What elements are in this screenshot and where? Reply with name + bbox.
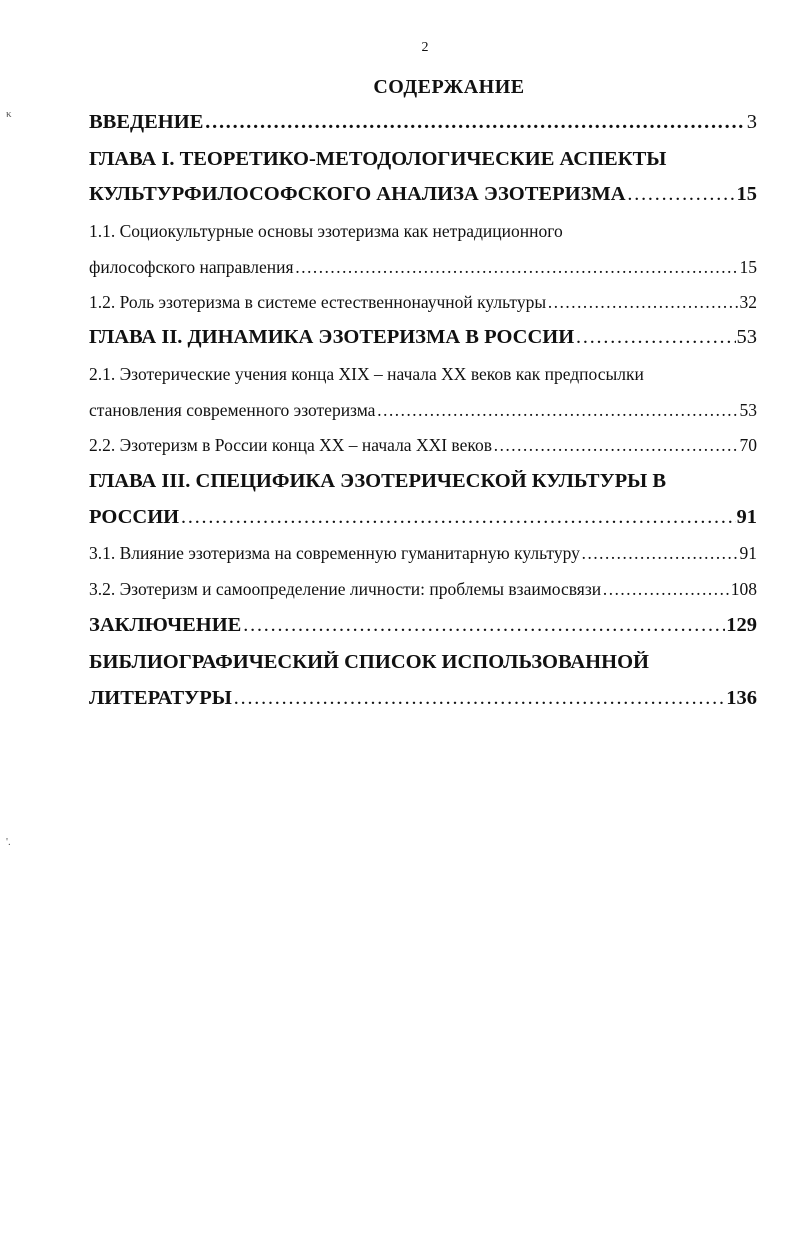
page-number: 2 xyxy=(421,40,429,55)
toc-entry-chapter-1-line-2[interactable] xyxy=(89,183,757,206)
dot-leader xyxy=(575,326,735,349)
toc-entry-text: 1.2. Роль эзотеризма в системе естественнонаучной культуры xyxy=(89,292,547,312)
toc-entry-text: ГЛАВА I. ТЕОРЕТИКО-МЕТОДОЛОГИЧЕСКИЕ АСПЕКТЫ xyxy=(89,148,667,170)
toc-entry-section-2-1-line-1[interactable] xyxy=(89,364,757,385)
toc-entry-text: ГЛАВА III. СПЕЦИФИКА ЭЗОТЕРИЧЕСКОЙ КУЛЬТУРЫ В xyxy=(89,470,667,492)
dot-leader xyxy=(204,111,745,134)
toc-entry-page: 15 xyxy=(736,183,757,205)
toc-entry-page: 53 xyxy=(736,326,757,348)
toc-entry-text: КУЛЬТУРФИЛОСОФСКОГО АНАЛИЗА ЭЗОТЕРИЗМА xyxy=(89,183,626,205)
toc-entry-introduction[interactable] xyxy=(89,111,757,134)
toc-entry-text: ЗАКЛЮЧЕНИЕ xyxy=(89,614,242,636)
toc-entry-text: 2.2. Эзотеризм в России конца XX – начала XXI веков xyxy=(89,435,492,455)
toc-entry-page: 15 xyxy=(739,257,757,277)
toc-entry-page: 129 xyxy=(726,614,757,636)
dot-leader xyxy=(627,183,736,206)
margin-mark-top: κ xyxy=(6,108,12,120)
toc-entry-text: 3.1. Влияние эзотеризма на современную гуманитарную культуру xyxy=(89,543,580,563)
toc-entry-bibliography-line-1[interactable] xyxy=(89,651,757,674)
toc-entry-page: 70 xyxy=(739,435,757,455)
toc-entry-chapter-3-line-2[interactable] xyxy=(89,506,757,529)
toc-entry-text: становления современного эзотеризма xyxy=(89,400,376,420)
dot-leader xyxy=(493,435,739,456)
margin-mark-bottom: '. xyxy=(6,836,11,848)
toc-entry-conclusion[interactable] xyxy=(89,614,757,637)
dot-leader xyxy=(602,579,730,600)
dot-leader xyxy=(295,257,739,278)
toc-entry-chapter-3-line-1[interactable] xyxy=(89,470,757,493)
toc-entry-page: 32 xyxy=(739,292,757,312)
toc-entry-page: 53 xyxy=(739,400,757,420)
toc-entry-section-1-1-line-2[interactable] xyxy=(89,257,757,278)
toc-entry-text: 1.1. Социокультурные основы эзотеризма как нетрадиционного xyxy=(89,221,563,241)
dot-leader xyxy=(581,543,739,564)
dot-leader xyxy=(547,292,738,313)
dot-leader xyxy=(376,400,738,421)
toc-entry-chapter-1-line-1[interactable] xyxy=(89,148,757,171)
toc-entry-section-3-2[interactable] xyxy=(89,579,757,600)
toc-entry-text: ГЛАВА II. ДИНАМИКА ЭЗОТЕРИЗМА В РОССИИ xyxy=(89,326,575,348)
toc-entry-section-2-1-line-2[interactable] xyxy=(89,400,757,421)
page-title: СОДЕРЖАНИЕ xyxy=(373,76,525,98)
toc-entry-section-3-1[interactable] xyxy=(89,543,757,564)
toc-entry-text: 2.1. Эзотерические учения конца XIX – начала XX веков как предпосылки xyxy=(89,364,644,384)
toc-entry-text: ВВЕДЕНИЕ xyxy=(89,111,204,133)
toc-entry-text: БИБЛИОГРАФИЧЕСКИЙ СПИСОК ИСПОЛЬЗОВАННОЙ xyxy=(89,651,649,673)
dot-leader xyxy=(180,506,735,529)
toc-entry-page: 91 xyxy=(736,506,757,528)
toc-entry-page: 3 xyxy=(746,111,757,133)
toc-entry-page: 91 xyxy=(739,543,757,563)
toc-entry-chapter-2[interactable] xyxy=(89,326,757,349)
toc-entry-bibliography-line-2[interactable] xyxy=(89,687,757,710)
toc-entry-page: 108 xyxy=(730,579,757,599)
toc-entry-section-2-2[interactable] xyxy=(89,435,757,456)
dot-leader xyxy=(233,687,725,710)
toc-entry-page: 136 xyxy=(726,687,757,709)
toc-entry-text: ЛИТЕРАТУРЫ xyxy=(89,687,232,709)
toc-entry-text: РОССИИ xyxy=(89,506,180,528)
toc-entry-text: 3.2. Эзотеризм и самоопределение личности: проблемы взаимосвязи xyxy=(89,579,602,599)
toc-entry-section-1-2[interactable] xyxy=(89,292,757,313)
toc-entry-text: философского направления xyxy=(89,257,294,277)
dot-leader xyxy=(242,614,725,637)
toc-entry-section-1-1-line-1[interactable] xyxy=(89,221,757,242)
